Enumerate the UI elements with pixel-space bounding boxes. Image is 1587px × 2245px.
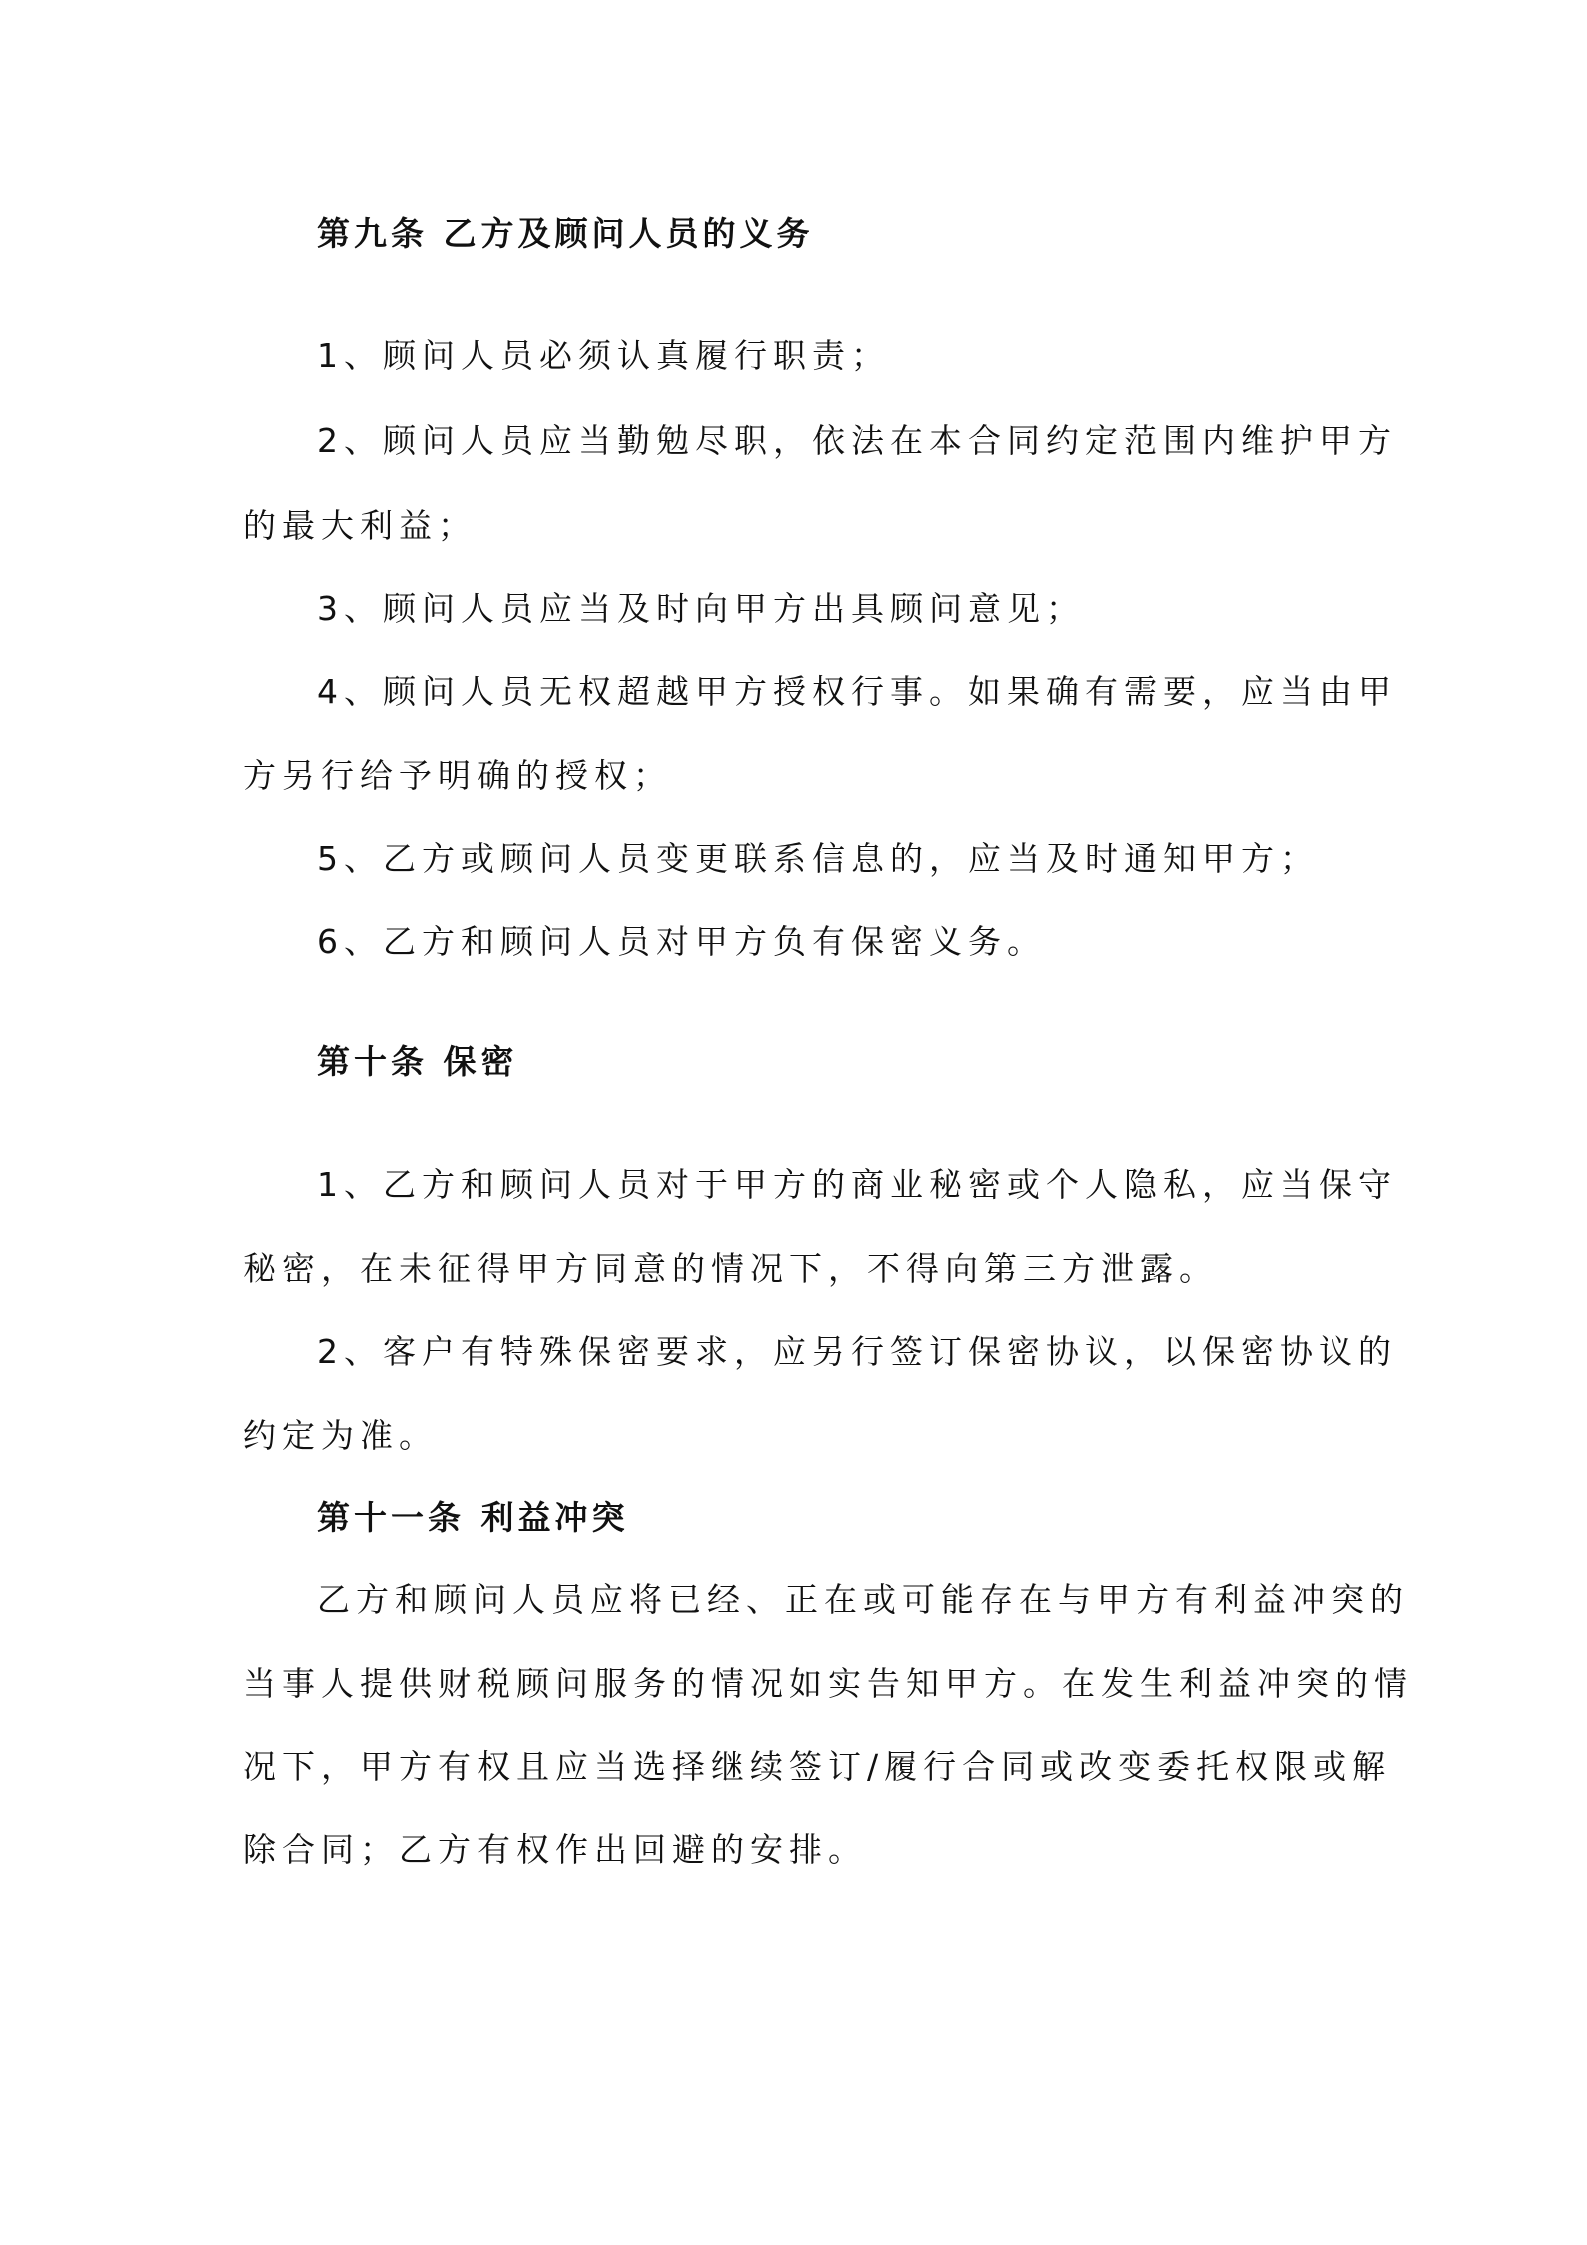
section-10-item-2-line-1: 2、客户有特殊保密要求，应另行签订保密协议，以保密协议的 — [317, 1332, 1397, 1371]
section-9-item-4-line-1: 4、顾问人员无权超越甲方授权行事。如果确有需要，应当由甲 — [317, 672, 1397, 711]
section-11-para-line-2: 当事人提供财税顾问服务的情况如实告知甲方。在发生利益冲突的情 — [243, 1664, 1413, 1703]
section-11-heading: 第十一条 利益冲突 — [317, 1498, 629, 1537]
section-9-item-3-line-1: 3、顾问人员应当及时向甲方出具顾问意见； — [317, 589, 1085, 628]
section-9-heading: 第九条 乙方及顾问人员的义务 — [317, 214, 814, 253]
section-9-item-2-line-1: 2、顾问人员应当勤勉尽职，依法在本合同约定范围内维护甲方 — [317, 421, 1397, 460]
section-10-heading: 第十条 保密 — [317, 1042, 518, 1081]
section-9-item-1-line-1: 1、顾问人员必须认真履行职责； — [317, 336, 890, 375]
section-9-item-6-line-1: 6、乙方和顾问人员对甲方负有保密义务。 — [317, 922, 1046, 961]
section-10-item-1-line-1: 1、乙方和顾问人员对于甲方的商业秘密或个人隐私，应当保守 — [317, 1165, 1397, 1204]
section-10-item-2-line-2: 约定为准。 — [243, 1416, 438, 1455]
section-11-para-line-4: 除合同；乙方有权作出回避的安排。 — [243, 1830, 867, 1869]
section-9-item-2-line-2: 的最大利益； — [243, 506, 477, 545]
section-10-item-1-line-2: 秘密，在未征得甲方同意的情况下，不得向第三方泄露。 — [243, 1249, 1218, 1288]
section-11-para-line-3: 况下，甲方有权且应当选择继续签订/履行合同或改变委托权限或解 — [243, 1747, 1392, 1786]
section-9-item-4-line-2: 方另行给予明确的授权； — [243, 756, 672, 795]
section-9-item-5-line-1: 5、乙方或顾问人员变更联系信息的，应当及时通知甲方； — [317, 839, 1319, 878]
section-11-para-line-1: 乙方和顾问人员应将已经、正在或可能存在与甲方有利益冲突的 — [317, 1580, 1409, 1619]
